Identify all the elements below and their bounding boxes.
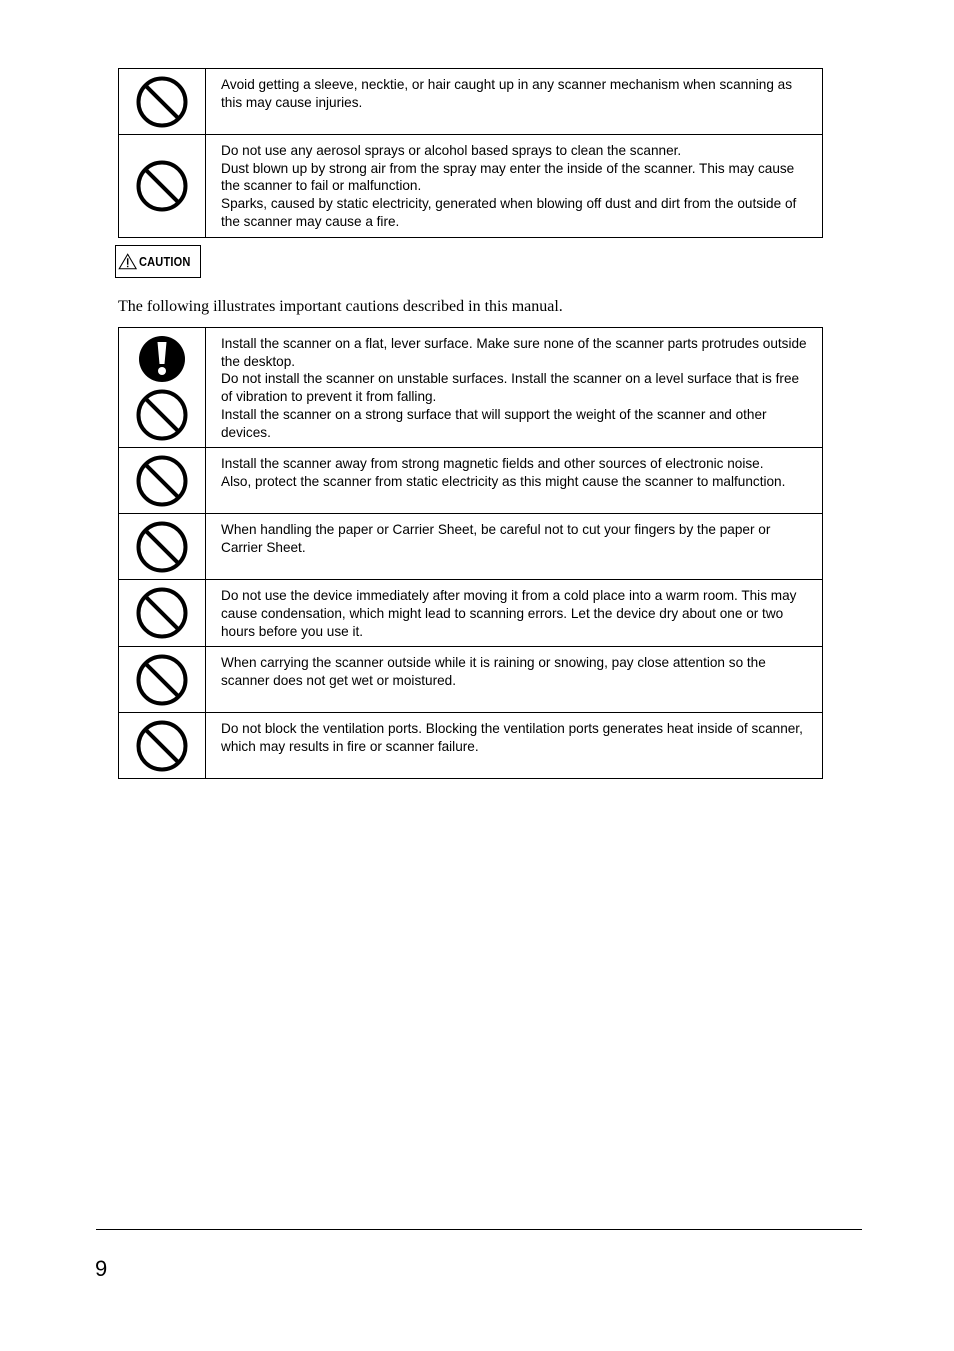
icon-cell (119, 580, 206, 647)
caution-text (206, 328, 823, 448)
caution-line: Install the scanner on a flat, lever surface. Make sure none of the scanner parts protrudes outside the desktop. (221, 336, 807, 369)
caution-row (119, 328, 823, 448)
icon-cell (119, 448, 206, 514)
mandatory-exclamation-icon (135, 334, 189, 384)
caution-text (206, 647, 823, 713)
caution-line: When carrying the scanner outside while it is raining or snowing, pay close attention so the scanner does not get wet or moistured. (221, 655, 766, 689)
icon-cell (119, 647, 206, 713)
warning-text (206, 69, 823, 135)
caution-line: Also, protect the scanner from static electricity as this might cause the scanner to malfunction. (221, 473, 786, 489)
caution-label: CAUTION (139, 254, 191, 269)
icon-cell (119, 713, 206, 779)
caution-row (119, 514, 823, 580)
warning-table (118, 68, 823, 238)
icon-cell (119, 328, 206, 448)
warning-row (119, 135, 823, 238)
warning-line: Dust blown up by strong air from the spray may enter the inside of the scanner. This may cause the scanner to fail or malfunction. (221, 160, 795, 194)
footer-rule (96, 1229, 862, 1230)
icon-cell (119, 135, 206, 238)
prohibition-icon (135, 653, 189, 707)
prohibition-icon (135, 454, 189, 508)
warning-line: Avoid getting a sleeve, necktie, or hair caught up in any scanner mechanism when scanning as this may cause injuries. (221, 77, 793, 110)
caution-line: Do not use the device immediately after moving it from a cold place into a warm room. This may cause condensation, which might lead to scanning errors. Let the device dry about one or two hours before you use it. (221, 588, 797, 639)
caution-text (206, 713, 823, 779)
icon-cell (119, 514, 206, 580)
prohibition-icon (135, 75, 189, 129)
caution-row (119, 580, 823, 647)
prohibition-icon (135, 586, 189, 640)
page-number: 9 (95, 1256, 108, 1281)
caution-label-box (115, 245, 201, 278)
warning-triangle-icon (118, 251, 137, 272)
intro-text: The following illustrates important cautions described in this manual. (118, 298, 563, 315)
caution-row (119, 713, 823, 779)
warning-line: Sparks, caused by static electricity, generated when blowing off dust and dirt from the outside of the scanner may cause a fire. (221, 196, 797, 229)
prohibition-icon (135, 388, 189, 442)
prohibition-icon (135, 520, 189, 574)
caution-table (118, 327, 823, 779)
caution-text (206, 448, 823, 514)
caution-line: Do not block the ventilation ports. Blocking the ventilation ports generates heat inside of scanner, which may results in fire or scanner failure. (221, 721, 803, 755)
caution-row (119, 647, 823, 713)
warning-line: Do not use any aerosol sprays or alcohol based sprays to clean the scanner. (221, 143, 682, 158)
caution-line: Install the scanner on a strong surface that will support the weight of the scanner and other devices. (221, 406, 767, 440)
caution-line: When handling the paper or Carrier Sheet, be careful not to cut your fingers by the paper or Carrier Sheet. (221, 522, 771, 555)
caution-text (206, 514, 823, 580)
prohibition-icon (135, 719, 189, 773)
caution-row (119, 448, 823, 514)
prohibition-icon (135, 159, 189, 213)
caution-text (206, 580, 823, 647)
caution-line: Install the scanner away from strong magnetic fields and other sources of electronic noise. (221, 456, 764, 472)
warning-text (206, 135, 823, 238)
icon-cell (119, 69, 206, 135)
caution-line: Do not install the scanner on unstable surfaces. Install the scanner on a level surface that is free of vibration to prevent it from falling. (221, 371, 800, 405)
warning-row (119, 69, 823, 135)
